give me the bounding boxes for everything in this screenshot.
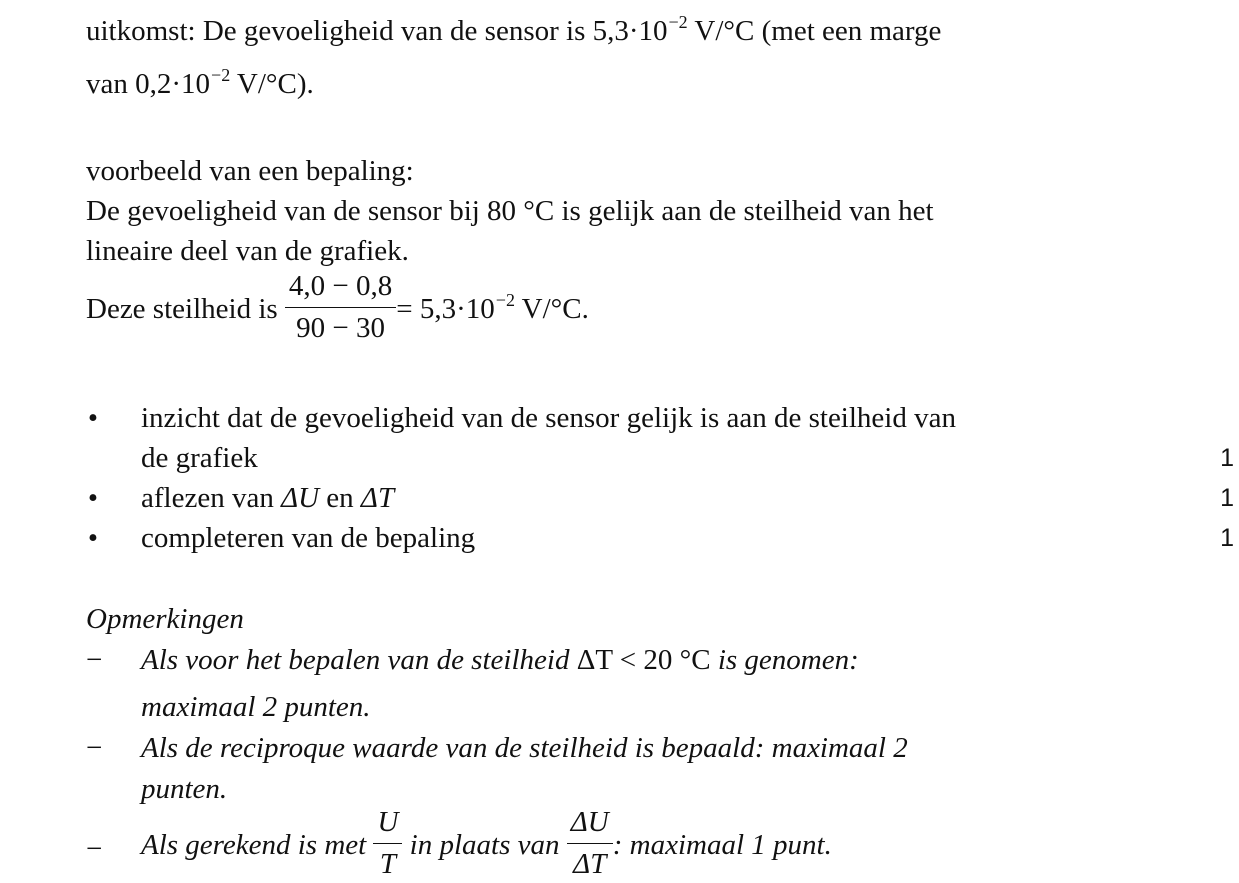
criterion-2-and: en [319, 482, 361, 514]
voorbeeld-line-1: De gevoeligheid van de sensor bij 80 °C is gelijk aan de steilheid van het [86, 195, 934, 227]
fraction-denominator: ΔT [573, 848, 607, 880]
bullet-icon: • [87, 522, 99, 554]
bullet-icon: • [87, 402, 99, 434]
voorbeeld-line-2: lineaire deel van de grafiek. [86, 235, 409, 267]
fraction-denominator: 90 − 30 [296, 312, 386, 344]
fraction-numerator: 4,0 − 0,8 [285, 272, 396, 308]
bullet-icon: • [87, 482, 99, 514]
opmerking-1-text-end: is genomen: [710, 644, 859, 676]
marge-value: 0,2·10 [135, 68, 211, 100]
uitkomst-line-1 [86, 12, 942, 47]
dash-icon: − [86, 833, 103, 865]
opmerking-2-line-2: punten. [141, 773, 228, 805]
opmerkingen-heading: Opmerkingen [86, 603, 244, 635]
uitkomst-line-2 [86, 65, 314, 100]
criterion-3: completeren van de bepaling [141, 522, 476, 554]
marge-text: van [86, 68, 136, 100]
du-over-dt-fraction [567, 808, 613, 879]
uitkomst-exponent: −2 [668, 12, 688, 32]
steilheid-unit: V/°C. [514, 293, 589, 326]
steilheid-result: = 5,3·10 [396, 293, 495, 326]
steilheid-fraction [285, 272, 396, 343]
marge-unit: V/°C). [230, 68, 314, 100]
opmerking-1-line-1 [141, 646, 859, 675]
criterion-3-points: 1 [1220, 524, 1234, 552]
uitkomst-value: 5,3·10 [592, 15, 668, 47]
fraction-numerator: ΔU [567, 808, 613, 844]
voorbeeld-heading: voorbeeld van een bepaling: [86, 155, 414, 187]
criterion-1-line-2: de grafiek [141, 442, 258, 474]
dash-icon: − [86, 644, 103, 676]
opmerking-3-end: : maximaal 1 punt. [612, 829, 832, 862]
opmerking-3 [141, 806, 832, 883]
steilheid-formula [86, 270, 589, 347]
criterion-1-points: 1 [1220, 444, 1234, 472]
u-over-t-fraction [373, 808, 402, 879]
criterion-2-text: aflezen van [141, 482, 282, 514]
steilheid-label: Deze steilheid is [86, 293, 285, 326]
criterion-2 [141, 484, 394, 513]
dash-icon: − [86, 732, 103, 764]
delta-u: ΔU [281, 482, 320, 514]
opmerking-2-line-1: Als de reciproque waarde van de steilheid is bepaald: maximaal 2 [141, 732, 908, 764]
steilheid-exponent: −2 [495, 290, 515, 311]
uitkomst-text: uitkomst: De gevoeligheid van de sensor is [86, 15, 593, 47]
uitkomst-unit: V/°C (met een marge [687, 15, 942, 47]
opmerking-1-text: Als voor het bepalen van de steilheid [141, 644, 577, 676]
fraction-numerator: U [373, 808, 402, 844]
criterion-2-points: 1 [1220, 484, 1234, 512]
opmerking-3-mid: in plaats van [402, 829, 567, 862]
criterion-1-line-1: inzicht dat de gevoeligheid van de sensor gelijk is aan de steilheid van [141, 402, 956, 434]
opmerking-3-text: Als gerekend is met [141, 829, 374, 862]
opmerking-1-math: ΔT < 20 °C [576, 644, 711, 676]
fraction-denominator: T [379, 848, 397, 880]
marge-exponent: −2 [211, 65, 231, 85]
delta-t: ΔT [360, 482, 395, 514]
opmerking-1-line-2: maximaal 2 punten. [141, 691, 371, 723]
